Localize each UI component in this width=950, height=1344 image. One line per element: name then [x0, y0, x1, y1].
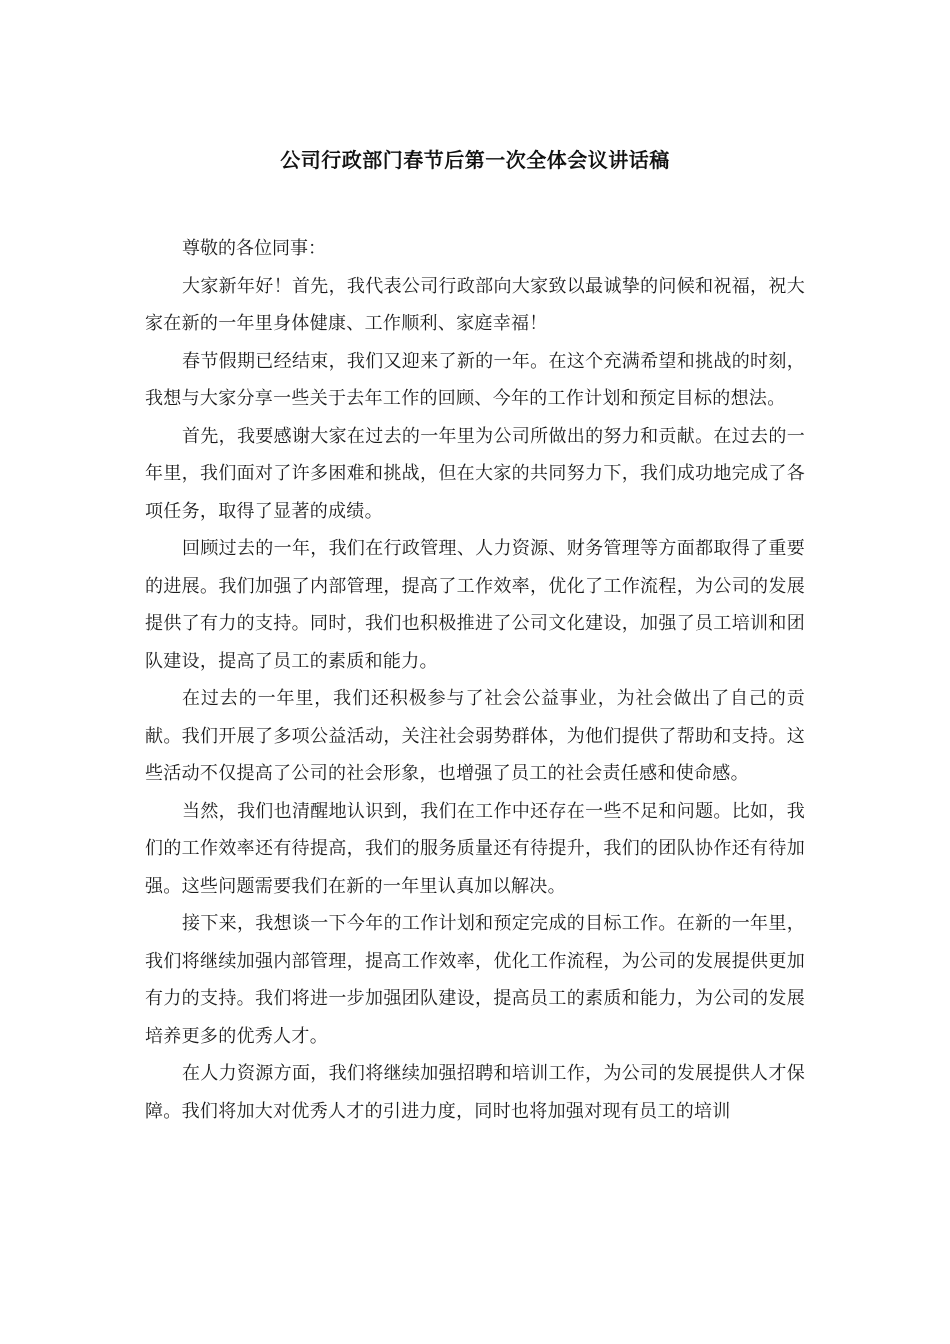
- salutation: 尊敬的各位同事：: [182, 238, 326, 259]
- paragraph-6: 当然，我们也清醒地认识到，我们在工作中还存在一些不足和问题。比如，我们的工作效率还有待提高，我们的服务质量还有待提升，我们的团队协作还有待加强。这些问题需要我们在新的一年里认真加以解决。: [145, 800, 805, 897]
- paragraph-4: 回顾过去的一年，我们在行政管理、人力资源、财务管理等方面都取得了重要的进展。我们加强了内部管理，提高了工作效率，优化了工作流程，为公司的发展提供了有力的支持。同时，我们也积极推进了公司文化建设，加强了员工培训和团队建设，提高了员工的素质和能力。: [145, 538, 805, 672]
- paragraph-2: 春节假期已经结束，我们又迎来了新的一年。在这个充满希望和挑战的时刻，我想与大家分享一些关于去年工作的回顾、今年的工作计划和预定目标的想法。: [145, 350, 805, 409]
- paragraph-8: 在人力资源方面，我们将继续加强招聘和培训工作，为公司的发展提供人才保障。我们将加大对优秀人才的引进力度，同时也将加强对现有员工的培训: [145, 1063, 805, 1122]
- paragraph-7: 接下来，我想谈一下今年的工作计划和预定完成的目标工作。在新的一年里，我们将继续加强内部管理，提高工作效率，优化工作流程，为公司的发展提供更加有力的支持。我们将进一步加强团队建设，提高员工的素质和能力，为公司的发展培养更多的优秀人才。: [145, 913, 805, 1047]
- document-title: 公司行政部门春节后第一次全体会议讲话稿: [280, 148, 670, 172]
- document-body: [145, 230, 805, 1130]
- paragraph-5: 在过去的一年里，我们还积极参与了社会公益事业，为社会做出了自己的贡献。我们开展了多项公益活动，关注社会弱势群体，为他们提供了帮助和支持。这些活动不仅提高了公司的社会形象，也增强了员工的社会责任感和使命感。: [145, 688, 805, 784]
- paragraph-1: 大家新年好！首先，我代表公司行政部向大家致以最诚挚的问候和祝福，祝大家在新的一年里身体健康、工作顺利、家庭幸福！: [145, 275, 805, 334]
- paragraph-3: 首先，我要感谢大家在过去的一年里为公司所做出的努力和贡献。在过去的一年里，我们面对了许多困难和挑战，但在大家的共同努力下，我们成功地完成了各项任务，取得了显著的成绩。: [145, 425, 805, 522]
